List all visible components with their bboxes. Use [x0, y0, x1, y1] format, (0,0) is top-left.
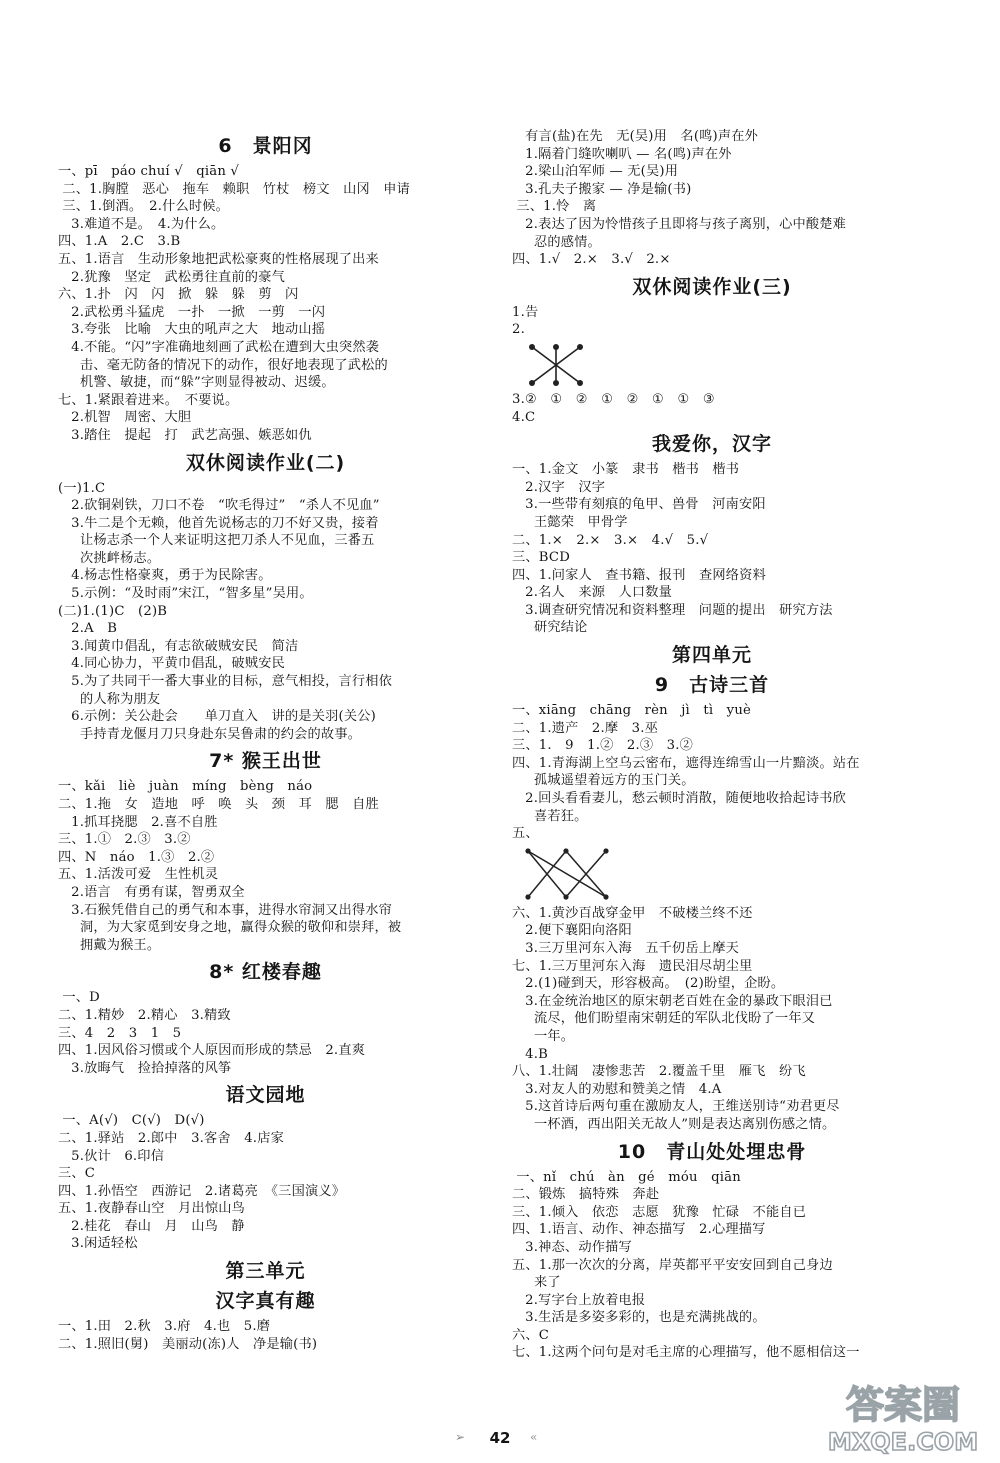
section-heading: 10 青山处处埋忠骨: [617, 1140, 807, 1163]
answer-line: 3.难道不是。 4.为什么。: [58, 216, 225, 232]
answer-line: 六、1.黄沙百战穿金甲 不破楼兰终不还: [512, 905, 753, 921]
answer-line: 次挑衅杨志。: [58, 550, 161, 566]
answer-line: 2.机智 周密、大胆: [58, 410, 192, 426]
answer-line: 二、1.遗产 2.摩 3.巫: [512, 720, 659, 736]
answer-line: 4.B: [512, 1046, 549, 1062]
section-heading: 8* 红楼春趣: [209, 961, 322, 984]
answer-line: 2.砍铜剁铁，刀口不卷 “吹毛得过” “杀人不见血”: [58, 498, 380, 514]
answer-line: 3.牛二是个无赖，他首先说杨志的刀不好又贵，接着: [58, 515, 379, 531]
answer-line: 一杯酒，西出阳关无故人”则是表达离别伤感之情。: [512, 1116, 836, 1132]
answer-line: 2.梁山泊军师 — 无(吴)用: [512, 164, 679, 180]
answer-line: 3.放晦气 捡拾掉落的风筝: [58, 1060, 232, 1076]
answer-line: 3.调查研究情况和资料整理 问题的提出 研究方法: [512, 602, 833, 618]
answer-line: 机警、敏捷，而“躲”字则显得被动、迟缓。: [58, 375, 335, 391]
section-heading: 9 古诗三首: [654, 674, 770, 697]
answer-line: 三、1.倾入 依恋 志愿 犹豫 忙碌 不能自已: [512, 1204, 807, 1220]
answer-line: 一、D: [58, 990, 100, 1006]
answer-line: 5.为了共同干一番大事业的目标，意气相投，言行相依: [58, 674, 393, 690]
answer-line: 二、1.拖 女 造地 呼 唤 头 颈 耳 腮 自胜: [58, 797, 379, 812]
answer-line: 1.隔着门缝吹喇叭 — 名(鸣)声在外: [512, 146, 732, 162]
answer-line: 研究结论: [512, 620, 588, 636]
answer-line: 三、C: [58, 1166, 96, 1182]
answer-line: 三、1.怜 离: [512, 199, 597, 215]
left-column: [58, 128, 473, 1353]
answer-line: 3.踏住 提起 打 武艺高强、嫉恶如仇: [58, 427, 312, 443]
answer-line: 6.示例：关公赴会 单刀直入 讲的是关羽(关公): [58, 709, 376, 725]
answer-line: 3.生活是多姿多彩的，也是充满挑战的。: [512, 1310, 766, 1326]
answer-line: 2.: [512, 322, 525, 338]
answer-line: (一)1.C: [58, 480, 106, 496]
arrow-left-icon: ➢: [455, 1430, 466, 1444]
answer-line: 4.不能。“闪”字准确地刻画了武松在遭到大虫突然袭: [58, 339, 380, 355]
answer-line: 1.抓耳挠腮 2.喜不自胜: [58, 814, 218, 830]
answer-line: 孤城遥望着远方的玉门关。: [512, 773, 695, 789]
answer-line: 七、1.三万里河东入海 遗民泪尽胡尘里: [512, 958, 753, 974]
arrow-right-icon: «: [530, 1430, 538, 1444]
answer-line: 四、1.语言、动作、神态描写 2.心理描写: [512, 1222, 766, 1238]
answer-line: 一年。: [512, 1028, 575, 1044]
answer-line: 2.武松勇斗猛虎 一扑 一掀 一剪 一闪: [58, 304, 326, 320]
answer-line: 3.② ① ② ① ② ① ① ③: [512, 391, 715, 407]
answer-line: 四、1.青海湖上空乌云密布，遮得连绵雪山一片黯淡。站在: [512, 755, 860, 771]
answer-line: 的人称为朋友: [58, 691, 161, 707]
answer-line: 三、1. 9 1.② 2.③ 3.②: [512, 738, 694, 754]
answer-line: 四、1.√ 2.× 3.√ 2.×: [512, 252, 671, 268]
answer-line: (二)1.(1)C (2)B: [58, 603, 168, 619]
answer-line: 2.汉字 汉字: [512, 479, 606, 495]
answer-line: 3.一些带有刻痕的龟甲、兽骨 河南安阳: [512, 497, 766, 513]
answer-line: 七、1.这两个问句是对毛主席的心理描写，他不愿相信这一: [512, 1345, 860, 1361]
section-heading: 7* 猴王出世: [209, 750, 322, 773]
answer-line: 四、1.孙悟空 西游记 2.诸葛亮 《三国演义》: [58, 1183, 346, 1199]
answer-line: 3.三万里河东入海 五千仞岳上摩天: [512, 941, 739, 956]
answer-line: 击、毫无防备的情况下的动作，很好地表现了武松的: [58, 357, 388, 373]
answer-line: 喜若狂。: [512, 808, 588, 824]
answer-line: 5.示例：“及时雨”宋江，“智多星”吴用。: [58, 586, 313, 602]
answer-line: 四、1.问家人 查书籍、报刊 查网络资料: [512, 567, 766, 583]
answer-line: 二、1.驿站 2.郎中 3.客舍 4.店家: [58, 1130, 284, 1146]
answer-line: 五、: [512, 826, 539, 842]
section-heading: 我爱你，汉字: [651, 433, 772, 456]
answer-line: 四、N náo 1.③ 2.②: [58, 849, 215, 865]
answer-line: 2.名人 来源 人口数量: [512, 585, 673, 601]
answer-line: 一、1.田 2.秋 3.府 4.也 5.磨: [58, 1319, 271, 1335]
answer-line: 五、1.活泼可爱 生性机灵: [58, 867, 219, 883]
answer-line: 2.语言 有勇有谋，智勇双全: [58, 884, 245, 900]
answer-line: 忍的感情。: [512, 234, 601, 250]
matching-lines-figure: [526, 341, 586, 389]
watermark-logo: [818, 1378, 988, 1458]
answer-line: 5.这首诗后两句重在激励友人，王维送别诗“劝君更尽: [512, 1099, 840, 1115]
section-heading: 第三单元: [225, 1260, 306, 1283]
answer-line: 二、锻炼 搞特殊 奔赴: [512, 1187, 660, 1203]
answer-line: 三、1.① 2.③ 3.②: [58, 832, 191, 848]
answer-line: 二、1.× 2.× 3.× 4.√ 5.√: [512, 532, 709, 548]
answer-line: 3.在金统治地区的原宋朝老百姓在金的暴政下眼泪已: [512, 993, 833, 1009]
section-heading: 语文园地: [225, 1084, 306, 1107]
answer-line: 二、1.照旧(舅) 美丽动(冻)人 净是输(书): [58, 1336, 318, 1352]
answer-line: 来了: [512, 1275, 561, 1291]
page-number: 42: [489, 1429, 511, 1447]
answer-line: 4.C: [512, 409, 536, 425]
answer-line: 五、1.那一次次的分离，岸英都平平安安回到自己身边: [512, 1257, 833, 1273]
answer-line: 五、1.夜静春山空 月出惊山鸟: [58, 1201, 246, 1217]
answer-line: 2.A B: [58, 621, 118, 637]
answer-line: 四、1.因风俗习惯或个人原因而形成的禁忌 2.直爽: [58, 1043, 366, 1059]
answer-line: 流尽，他们盼望南宋朝廷的军队北伐盼了一年又: [512, 1011, 816, 1027]
answer-line: 3.夸张 比喻 大虫的吼声之大 地动山摇: [58, 322, 326, 338]
answer-line: 3.神态、动作描写: [512, 1239, 632, 1255]
watermark-url: MXQE.COM: [827, 1428, 979, 1456]
answer-line: 一、xiāng chāng rèn jì tì yuè: [512, 703, 752, 719]
answer-line: 王懿荣 甲骨学: [512, 514, 628, 530]
section-heading: 双休阅读作业(三): [632, 275, 792, 298]
answer-line: 五、1.语言 生动形象地把武松豪爽的性格展现了出来: [58, 251, 379, 267]
answer-line: 3.石猴凭借自己的勇气和本事，进得水帘洞又出得水帘: [58, 902, 393, 918]
answer-line: 洞，为大家觅到安身之地，赢得众猴的敬仰和崇拜，被: [58, 920, 402, 936]
answer-line: 3.孔夫子搬家 — 净是输(书): [512, 181, 692, 197]
answer-line: 2.便下襄阳向洛阳: [512, 923, 632, 939]
answer-line: 2.桂花 春山 月 山鸟 静: [58, 1218, 245, 1234]
answer-line: 让杨志杀一个人来证明这把刀杀人不见血，三番五: [58, 533, 375, 549]
answer-line: 一、A(√) C(√) D(√): [58, 1113, 205, 1129]
answer-line: 手持青龙偃月刀只身赴东吴鲁肃的约会的故事。: [58, 726, 362, 742]
watermark-title: 答案圈: [845, 1383, 961, 1427]
answer-line: 六、C: [512, 1327, 550, 1343]
section-heading: 双休阅读作业(二): [185, 451, 346, 474]
answer-line: 一、kǎi liè juàn míng bèng náo: [58, 779, 313, 795]
answer-line: 4.杨志性格豪爽，勇于为民除害。: [58, 568, 272, 584]
section-heading: 第四单元: [671, 644, 752, 667]
answer-line: 有言(盐)在先 无(吴)用 名(鸣)声在外: [512, 129, 759, 144]
answer-line: 2.写字台上放着电报: [512, 1292, 646, 1308]
answer-line: 4.同心协力，平黄巾倡乱，破贼安民: [58, 656, 285, 672]
answer-line: 1.告: [512, 304, 539, 320]
answer-line: 四、1.A 2.C 3.B: [58, 234, 181, 250]
answer-line: 一、pī páo chuí √ qiān √: [58, 164, 240, 179]
answer-line: 5.伙计 6.印信: [58, 1148, 165, 1164]
answer-line: 3.闲适轻松: [58, 1236, 138, 1252]
section-heading: 6 景阳冈: [218, 135, 313, 157]
answer-line: 一、1.金文 小篆 隶书 楷书 楷书: [512, 462, 740, 478]
answer-line: 3.闻黄巾倡乱，有志欲破贼安民 简洁: [58, 638, 299, 654]
answer-line: 一、nǐ chú àn gé móu qiān: [512, 1169, 741, 1185]
answer-line: 2.(1)碰到天，形容极高。 (2)盼望，企盼。: [512, 976, 785, 992]
answer-line: 2.回头看看妻儿，愁云顿时消散，随便地收拾起诗书欣: [512, 791, 847, 807]
answer-line: 2.犹豫 坚定 武松勇往直前的豪气: [58, 269, 285, 285]
section-heading: 汉字真有趣: [215, 1290, 316, 1313]
answer-line: 二、1.精妙 2.精心 3.精致: [58, 1007, 231, 1023]
matching-lines-figure: [522, 845, 612, 903]
answer-line: 3.对友人的劝慰和赞美之情 4.A: [512, 1081, 722, 1097]
answer-line: 二、1.胸膛 恶心 拖车 赖职 竹杖 榜文 山冈 申请: [58, 181, 411, 197]
answer-line: 拥戴为猴王。: [58, 937, 161, 953]
answer-line: 三、4 2 3 1 5: [58, 1025, 182, 1041]
right-column: [512, 128, 912, 1362]
answer-line: 七、1.紧跟着进来。 不要说。: [58, 392, 239, 408]
answer-line: 2.表达了因为怜惜孩子且即将与孩子离别，心中酸楚难: [512, 216, 847, 232]
answer-line: 三、1.倒酒。 2.什么时候。: [58, 199, 230, 215]
answer-line: 八、1.壮阔 凄惨悲苦 2.覆盖千里 雁飞 纷飞: [512, 1064, 806, 1080]
answer-line: 六、1.扑 闪 闪 掀 躲 躲 剪 闪: [58, 287, 299, 303]
answer-line: 三、BCD: [512, 550, 570, 566]
